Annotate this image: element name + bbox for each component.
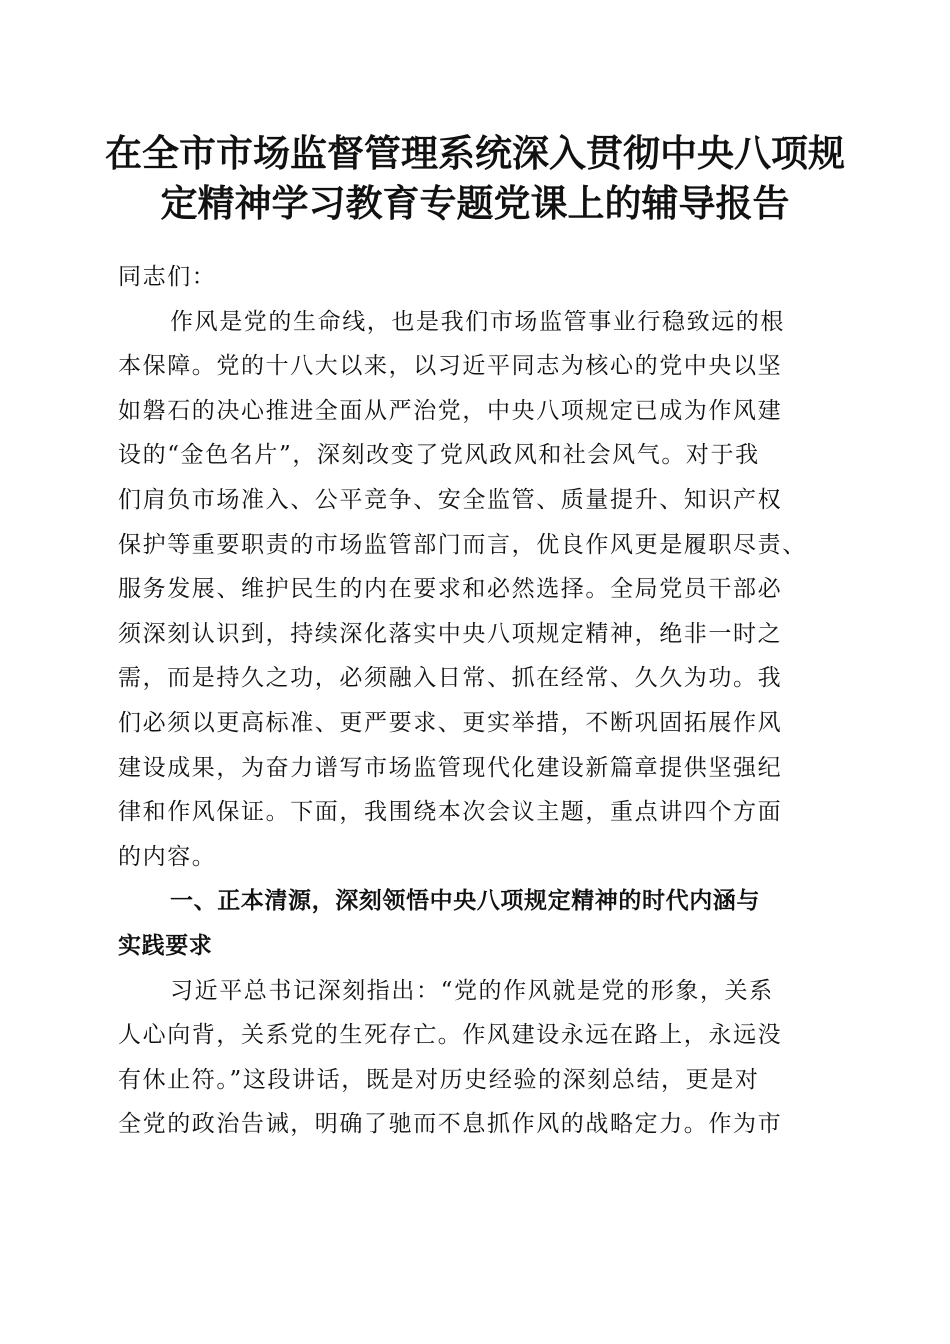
paragraph-1-line: 须深刻认识到，持续深化落实中央八项规定精神，绝非一时之: [118, 620, 783, 647]
document-body: [118, 255, 828, 1147]
document-title: [100, 128, 850, 228]
paragraph-2-line: 全党的政治告诫，明确了驰而不息抓作风的战略定力。作为市: [118, 1111, 783, 1138]
paragraph-1-line: 建设成果，为奋力谱写市场监管现代化建设新篇章提供坚强纪: [118, 754, 783, 781]
paragraph-1-line: 律和作风保证。下面，我围绕本次会议主题，重点讲四个方面: [118, 799, 783, 826]
title-line-2: 定精神学习教育专题党课上的辅导报告: [160, 181, 790, 225]
paragraph-1-line: 的内容。: [118, 843, 217, 870]
paragraph-1-line: 们肩负市场准入、公平竞争、安全监管、质量提升、知识产权: [118, 486, 783, 513]
paragraph-1-line: 需，而是持久之功，必须融入日常、抓在经常、久久为功。我: [118, 665, 783, 692]
title-line-1: 在全市市场监督管理系统深入贯彻中央八项规: [105, 131, 845, 175]
paragraph-1-line: 如磐石的决心推进全面从严治党，中央八项规定已成为作风建: [118, 397, 783, 424]
paragraph-1-line: 服务发展、维护民生的内在要求和必然选择。全局党员干部必: [118, 576, 783, 603]
salutation: 同志们：: [118, 264, 217, 290]
paragraph-2-line: 有休止符。”这段讲话，既是对历史经验的深刻总结，更是对: [118, 1066, 760, 1093]
paragraph-1-line: 们必须以更高标准、更严要求、更实举措，不断巩固拓展作风: [118, 709, 783, 736]
section-heading-1: 一、正本清源，深刻领悟中央八项规定精神的时代内涵与: [170, 888, 760, 915]
section-heading-1-cont: 实践要求: [118, 932, 213, 959]
paragraph-2-line: 人心向背，关系党的生死存亡。作风建设永远在路上，永远没: [118, 1022, 783, 1049]
paragraph-2-line: 习近平总书记深刻指出：“党的作风就是党的形象，关系: [170, 977, 774, 1004]
paragraph-1-line: 设的“金色名片”，深刻改变了党风政风和社会风气。对于我: [118, 442, 760, 469]
paragraph-1-line: 作风是党的生命线，也是我们市场监管事业行稳致远的根: [170, 308, 785, 335]
paragraph-1-line: 本保障。党的十八大以来，以习近平同志为核心的党中央以坚: [118, 353, 783, 380]
paragraph-1-line: 保护等重要职责的市场监管部门而言，优良作风更是履职尽责、: [118, 531, 807, 558]
